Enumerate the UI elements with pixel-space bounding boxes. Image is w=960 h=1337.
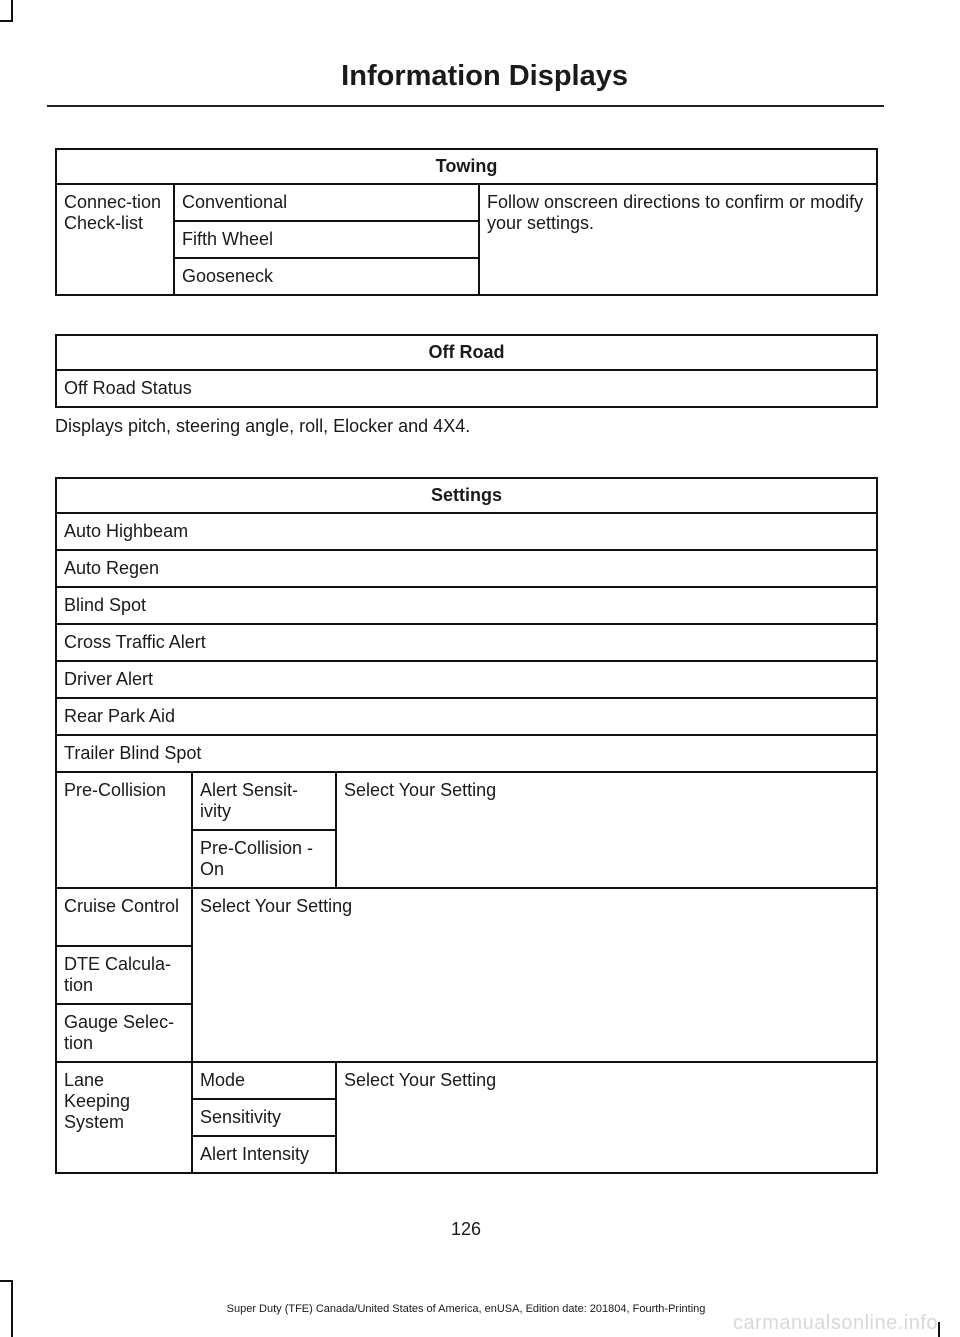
- watermark: carmanualsonline.info: [732, 1312, 938, 1334]
- settings-item: Auto Highbeam: [56, 513, 877, 550]
- towing-group-label: Connec-tion Check-list: [56, 184, 174, 295]
- edition-footer: Super Duty (TFE) Canada/United States of America, enUSA, Edition date: 201804, Fourth-Printing: [226, 1303, 706, 1315]
- settings-item: Blind Spot: [56, 587, 877, 624]
- off-road-note: Displays pitch, steering angle, roll, Elocker and 4X4.: [55, 416, 471, 436]
- towing-table: [55, 148, 878, 296]
- towing-option: Fifth Wheel: [174, 221, 479, 258]
- towing-option: Conventional: [174, 184, 479, 221]
- crop-mark: [0, 20, 13, 22]
- page-number: 126: [450, 1219, 482, 1239]
- page-title: Information Displays: [341, 60, 628, 92]
- settings-group2-item: Gauge Selec-tion: [56, 1004, 192, 1062]
- lane-keeping-action: Select Your Setting: [336, 1062, 877, 1173]
- crop-mark: [0, 1280, 13, 1282]
- pre-collision-action: Select Your Setting: [336, 772, 877, 888]
- settings-item: Rear Park Aid: [56, 698, 877, 735]
- towing-title: Towing: [56, 149, 877, 184]
- lane-keeping-option: Mode: [192, 1062, 336, 1099]
- settings-table: [55, 477, 878, 1174]
- pre-collision-option: Pre-Collision - On: [192, 830, 336, 888]
- settings-title: Settings: [56, 478, 877, 513]
- pre-collision-option: Alert Sensit-ivity: [192, 772, 336, 830]
- crop-mark: [938, 1322, 940, 1337]
- settings-item: Auto Regen: [56, 550, 877, 587]
- lane-keeping-option: Sensitivity: [192, 1099, 336, 1136]
- settings-item: Cross Traffic Alert: [56, 624, 877, 661]
- settings-item: Trailer Blind Spot: [56, 735, 877, 772]
- lane-keeping-option: Alert Intensity: [192, 1136, 336, 1173]
- towing-option: Gooseneck: [174, 258, 479, 295]
- settings-group2-item: DTE Calcula-tion: [56, 946, 192, 1004]
- header-rule: [47, 105, 884, 107]
- lane-keeping-label: Lane Keeping System: [56, 1062, 192, 1173]
- off-road-table: [55, 334, 878, 408]
- off-road-title: Off Road: [56, 335, 877, 370]
- towing-action: Follow onscreen directions to confirm or modify your settings.: [479, 184, 877, 295]
- off-road-item: Off Road Status: [56, 370, 877, 407]
- pre-collision-label: Pre-Collision: [56, 772, 192, 888]
- settings-group2-item: Cruise Control: [56, 888, 192, 946]
- settings-group2-action: Select Your Setting: [192, 888, 877, 1062]
- settings-item: Driver Alert: [56, 661, 877, 698]
- crop-mark: [11, 0, 13, 22]
